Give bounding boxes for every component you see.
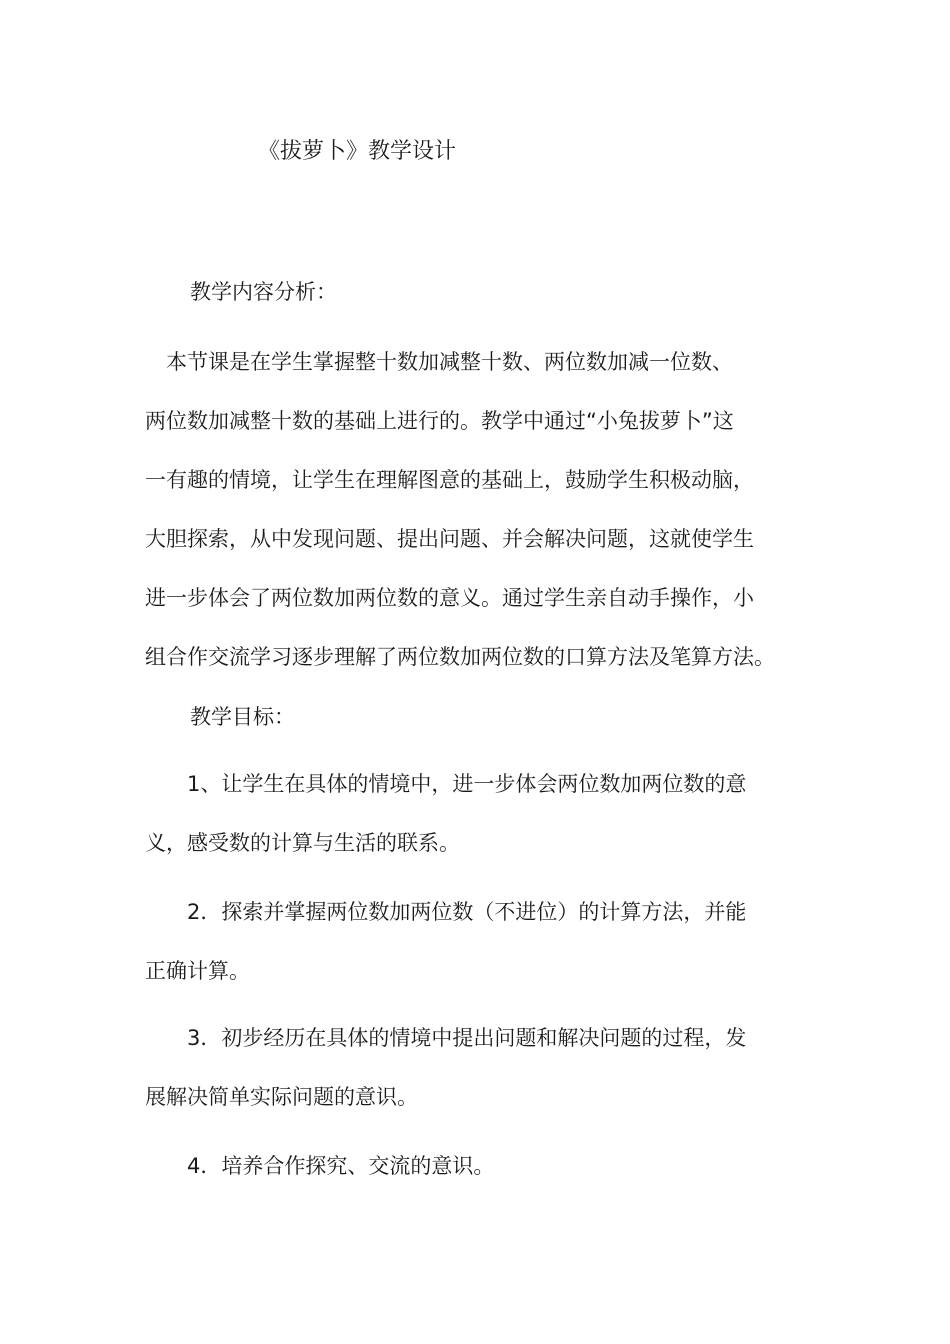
paragraph-goal-4 xyxy=(145,1137,807,1196)
paragraph-line: 正确计算。 xyxy=(145,959,250,983)
section-heading-content-analysis: 教学内容分析： xyxy=(190,280,337,304)
paragraph-line: 1、让学生在具体的情境中，进一步体会两位数加两位数的意 xyxy=(145,772,747,796)
section-heading-teaching-goals: 教学目标： xyxy=(190,705,295,729)
paragraph-line: 2．探索并掌握两位数加两位数（不进位）的计算方法，并能 xyxy=(145,900,747,924)
paragraph-line: 两位数加减整十数的基础上进行的。教学中通过“小兔拔萝卜”这 xyxy=(145,409,734,433)
paragraph-line: 组合作交流学习逐步理解了两位数加两位数的口算方法及笔算方法。 xyxy=(145,645,775,669)
document-title: 《拔萝卜》教学设计 xyxy=(258,139,457,164)
paragraph-line: 进一步体会了两位数加两位数的意义。通过学生亲自动手操作，小 xyxy=(145,586,754,610)
paragraph-line: 大胆探索，从中发现问题、提出问题、并会解决问题，这就使学生 xyxy=(145,527,754,551)
paragraph-content-analysis xyxy=(145,333,807,687)
paragraph-line: 3．初步经历在具体的情境中提出问题和解决问题的过程，发 xyxy=(145,1026,747,1050)
paragraph-goal-2 xyxy=(145,883,807,1001)
paragraph-line: 义，感受数的计算与生活的联系。 xyxy=(145,831,460,855)
paragraph-goal-1 xyxy=(145,755,807,873)
paragraph-line: 一有趣的情境，让学生在理解图意的基础上，鼓励学生积极动脑， xyxy=(145,468,754,492)
paragraph-goal-3 xyxy=(145,1009,807,1127)
paragraph-line: 4．培养合作探究、交流的意识。 xyxy=(145,1154,495,1178)
paragraph-line: 展解决简单实际问题的意识。 xyxy=(145,1085,418,1109)
paragraph-line: 本节课是在学生掌握整十数加减整十数、两位数加减一位数、 xyxy=(145,350,733,374)
